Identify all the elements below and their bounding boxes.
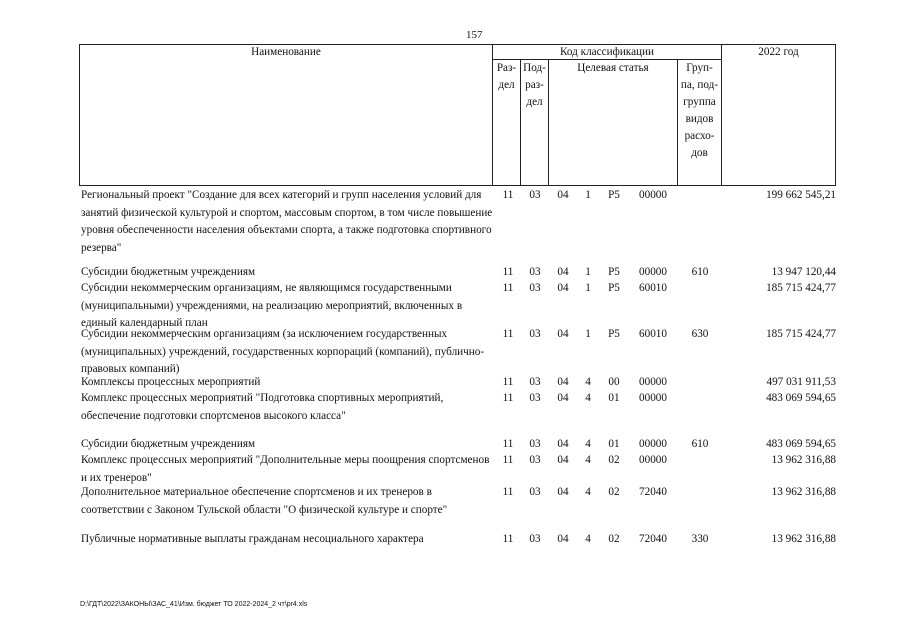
row-vr: 630 xyxy=(691,328,709,340)
row-cs2: 4 xyxy=(585,392,591,404)
row-cs2: 1 xyxy=(585,189,591,201)
row-cs4: 00000 xyxy=(639,266,667,278)
row-amount: 497 031 911,53 xyxy=(766,376,836,388)
row-razdel: 11 xyxy=(502,282,514,294)
file-path-footer: D:\ГДТ\2022\ЗАКОНЫ\ЗАС_41\Изм. бюджет ТО 2022-2024_2 чт\pr4.xls xyxy=(80,601,308,608)
row-cs1: 04 xyxy=(557,438,569,450)
row-cs3: P5 xyxy=(608,189,620,201)
row-cs2: 4 xyxy=(585,454,591,466)
row-name: Субсидии некоммерческим организациям, не являющимся государственными (муниципальными) учреждениями, на реализацию мероприятий, включенных в единый календарный план xyxy=(81,282,463,330)
row-vr: 610 xyxy=(691,266,709,278)
row-name: Комплекс процессных мероприятий "Подготовка спортивных мероприятий, обеспечение подготовки спортсменов высокого класса" xyxy=(81,392,444,422)
row-cs3: 02 xyxy=(608,533,620,545)
row-podrazdel: 03 xyxy=(529,282,541,294)
row-cs4: 60010 xyxy=(639,328,667,340)
row-cs3: 01 xyxy=(608,438,620,450)
row-cs1: 04 xyxy=(557,282,569,294)
row-razdel: 11 xyxy=(502,392,514,404)
table-header xyxy=(79,44,836,186)
row-razdel: 11 xyxy=(502,266,514,278)
row-vr: 610 xyxy=(691,438,709,450)
row-cs4: 00000 xyxy=(639,438,667,450)
row-cs2: 4 xyxy=(585,533,591,545)
header-gruppa: Груп- па, под- группа видов расхо- дов xyxy=(680,62,719,159)
row-name: Субсидии бюджетным учреждениям xyxy=(81,266,256,278)
header-podrazdel: Под- раз- дел xyxy=(523,62,546,108)
row-razdel: 11 xyxy=(502,438,514,450)
row-cs4: 00000 xyxy=(639,454,667,466)
row-name: Субсидии бюджетным учреждениям xyxy=(81,438,256,450)
row-podrazdel: 03 xyxy=(529,328,541,340)
row-amount: 13 962 316,88 xyxy=(771,486,836,498)
row-cs1: 04 xyxy=(557,189,569,201)
row-cs3: 00 xyxy=(608,376,620,388)
row-cs3: 02 xyxy=(608,454,620,466)
row-podrazdel: 03 xyxy=(529,454,541,466)
row-podrazdel: 03 xyxy=(529,266,541,278)
row-razdel: 11 xyxy=(502,376,514,388)
row-podrazdel: 03 xyxy=(529,189,541,201)
col-divider-podrazdel xyxy=(548,59,549,186)
row-name: Комплекс процессных мероприятий "Дополнительные меры поощрения спортсменов и их тренеров" xyxy=(81,454,490,484)
header-razdel: Раз- дел xyxy=(496,62,517,91)
row-cs3: 02 xyxy=(608,486,620,498)
row-amount: 13 947 120,44 xyxy=(771,266,836,278)
col-divider-gruppa xyxy=(721,44,722,186)
row-cs2: 1 xyxy=(585,328,591,340)
header-year: 2022 год xyxy=(758,46,799,58)
row-vr: 330 xyxy=(691,533,709,545)
row-cs2: 1 xyxy=(585,266,591,278)
row-name: Дополнительное материальное обеспечение спортсменов и их тренеров в соответствии с Законом Тульской области "О физической культуре и спорте" xyxy=(81,486,448,516)
row-cs3: P5 xyxy=(608,328,620,340)
row-cs1: 04 xyxy=(557,376,569,388)
row-razdel: 11 xyxy=(502,328,514,340)
row-cs2: 4 xyxy=(585,438,591,450)
row-cs3: P5 xyxy=(608,282,620,294)
row-cs1: 04 xyxy=(557,392,569,404)
row-amount: 185 715 424,77 xyxy=(766,328,836,340)
row-amount: 483 069 594,65 xyxy=(766,392,836,404)
row-podrazdel: 03 xyxy=(529,438,541,450)
row-podrazdel: 03 xyxy=(529,376,541,388)
row-cs4: 00000 xyxy=(639,189,667,201)
row-name: Субсидии некоммерческим организациям (за исключением государственных (муниципальных) учреждений, государственных корпораций (компаний), публично-правовых компаний) xyxy=(81,328,485,376)
page-number: 157 xyxy=(466,29,483,41)
row-cs1: 04 xyxy=(557,533,569,545)
row-amount: 483 069 594,65 xyxy=(766,438,836,450)
row-cs2: 1 xyxy=(585,282,591,294)
row-cs2: 4 xyxy=(585,376,591,388)
row-name: Публичные нормативные выплаты гражданам несоциального характера xyxy=(81,533,424,545)
row-cs3: P5 xyxy=(608,266,620,278)
row-amount: 185 715 424,77 xyxy=(766,282,836,294)
row-podrazdel: 03 xyxy=(529,486,541,498)
row-cs2: 4 xyxy=(585,486,591,498)
row-name: Региональный проект "Создание для всех категорий и групп населения условий для занятий физической культурой и спортом, массовым спортом, в том числе повышение уровня обеспеченности населения объектами спорта, а также подготовка спортивного резерва" xyxy=(81,189,493,254)
row-name: Комплексы процессных мероприятий xyxy=(81,376,261,388)
row-cs1: 04 xyxy=(557,454,569,466)
row-amount: 13 962 316,88 xyxy=(771,533,836,545)
row-amount: 199 662 545,21 xyxy=(766,189,836,201)
row-cs1: 04 xyxy=(557,266,569,278)
row-razdel: 11 xyxy=(502,486,514,498)
row-cs4: 60010 xyxy=(639,282,667,294)
row-cs4: 00000 xyxy=(639,376,667,388)
row-cs1: 04 xyxy=(557,486,569,498)
row-cs4: 72040 xyxy=(639,486,667,498)
row-amount: 13 962 316,88 xyxy=(771,454,836,466)
row-cs4: 00000 xyxy=(639,392,667,404)
row-cs3: 01 xyxy=(608,392,620,404)
header-name: Наименование xyxy=(251,46,321,58)
row-cs4: 72040 xyxy=(639,533,667,545)
row-podrazdel: 03 xyxy=(529,392,541,404)
row-razdel: 11 xyxy=(502,533,514,545)
row-podrazdel: 03 xyxy=(529,533,541,545)
header-code: Код классификации xyxy=(560,46,654,58)
header-celevaya: Целевая статья xyxy=(577,62,649,74)
row-cs1: 04 xyxy=(557,328,569,340)
row-razdel: 11 xyxy=(502,189,514,201)
row-razdel: 11 xyxy=(502,454,514,466)
